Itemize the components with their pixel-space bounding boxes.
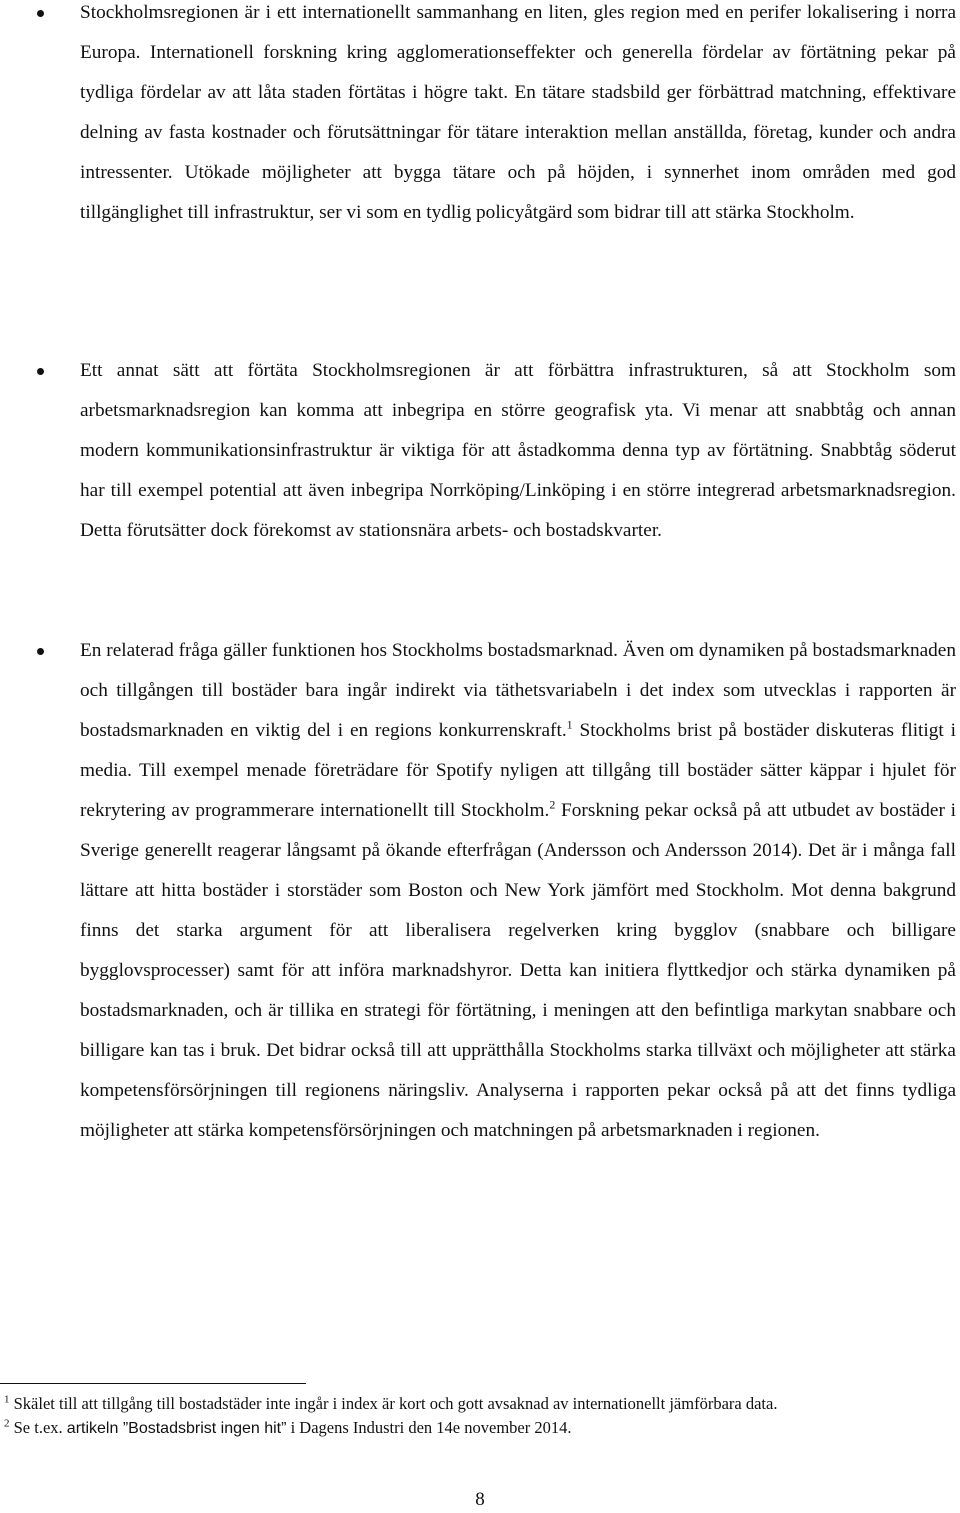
bullet-dot	[37, 368, 44, 375]
footnote-1	[4, 1392, 956, 1416]
footnote-ref-2[interactable]: 2	[549, 797, 556, 812]
paragraph-densification: Stockholmsregionen är i ett internationellt sammanhang en liten, gles region med en perifer lokalisering i norra Europa. Internationell forskning kring agglomerationseffekter och generella fördelar av förtätning pekar på tydliga fördelar av att låta staden förtätas i högre takt. En tätare stadsbild ger förbättrad matchning, effektivare delning av fasta kostnader och förutsättningar för tätare interaktion mellan anställda, företag, kunder och andra intressenter. Utökade möjligheter att bygga tätare och på höjden, i synnerhet inom områden med god tillgänglighet till infrastruktur, ser vi som en tydlig policyåtgärd som bidrar till att stärka Stockholm.	[80, 2, 956, 223]
paragraph-housing-part-3: Forskning pekar också på att utbudet av bostäder i Sverige generellt reagerar långsamt på ökande efterfrågan (Andersson och Andersson 2014). Det är i många fall lättare att hitta bostäder i storstäder som Boston och New York jämfört med Stockholm. Mot denna bakgrund finns det starka argument för att liberalisera regelverken kring bygglov (snabbare och billigare bygglovsprocesser) samt för att införa marknadshyror. Detta kan initiera flyttkedjor och stärka dynamiken på bostadsmarknaden, och är tillika en strategi för förtätning, i meningen att den befintliga markytan snabbare och billigare kan tas i bruk. Det bidrar också till att upprätthålla Stockholms starka tillväxt och möjligheter att stärka kompetensförsörjningen till regionens näringsliv. Analyserna i rapporten pekar också på att det finns tydliga möjligheter att stärka kompetensförsörjningen och matchningen på arbetsmarknaden i regionen.	[80, 800, 956, 1141]
footnote-ref-1[interactable]: 1	[566, 717, 573, 732]
paragraph-infrastructure: Ett annat sätt att förtäta Stockholmsregionen är att förbättra infrastrukturen, så att Stockholm som arbetsmarknadsregion kan komma att inbegripa en större geografisk yta. Vi menar att snabbtåg och annan modern kommunikationsinfrastruktur är viktiga för att åstadkomma denna typ av förtätning. Snabbtåg söderut har till exempel potential att även inbegripa Norrköping/Linköping i en större integrerad arbetsmarknadsregion. Detta förutsätter dock förekomst av stationsnära arbets- och bostadskvarter.	[80, 360, 956, 541]
footnote-separator	[0, 1383, 306, 1384]
footnote-number: 1	[4, 1393, 10, 1406]
footnote-text-post: i Dagens Industri den 14e november 2014.	[286, 1418, 572, 1437]
footnote-text-pre: Se t.ex.	[9, 1418, 67, 1437]
footnote-article-title: artikeln ”Bostadsbrist ingen hit”	[66, 1420, 287, 1437]
footnote-text: Skälet till att tillgång till bostadstäder inte ingår i index är kort och gott avsaknad av internationellt jämförbara data.	[9, 1394, 778, 1413]
paragraph-housing-part-2: Stockholms brist på bostäder diskuteras flitigt i media. Till exempel menade företrädare för Spotify nyligen att tillgång till bostäder sätter käppar i hjulet för rekrytering av programmerare internationellt till Stockholm.	[80, 720, 956, 821]
footnotes	[4, 1392, 956, 1441]
bullet-dot	[37, 648, 44, 655]
bullet-dot	[37, 10, 44, 17]
paragraph-housing-part-1: En relaterad fråga gäller funktionen hos Stockholms bostadsmarknad. Även om dynamiken på bostadsmarknaden och tillgången till bostäder bara ingår indirekt via täthetsvariabeln i det index som utvecklas i rapporten är bostadsmarknaden en viktig del i en regions konkurrenskraft.	[80, 640, 956, 741]
footnote-number: 2	[4, 1417, 10, 1430]
footnote-2	[4, 1416, 956, 1441]
paragraph-housing-market	[80, 631, 956, 1151]
page-number: 8	[475, 1489, 485, 1510]
